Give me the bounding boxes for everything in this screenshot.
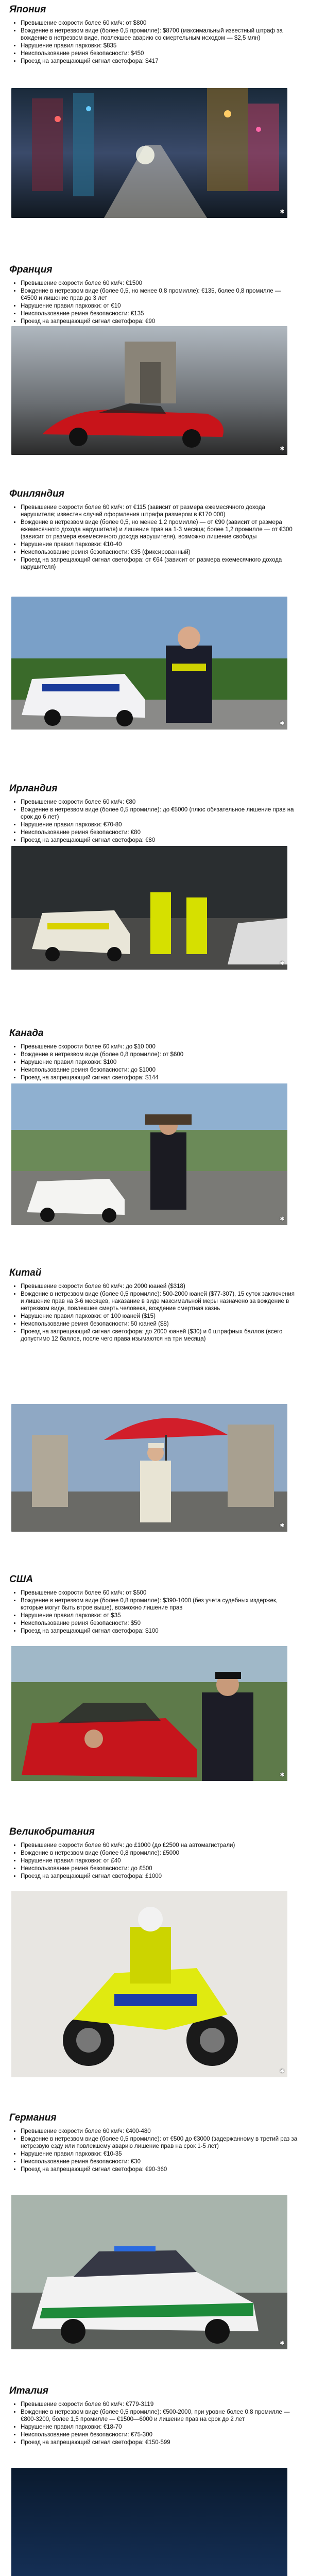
- fact-item: • Нарушение правил парковки: $100: [21, 1059, 299, 1066]
- fact-list: [10, 20, 299, 65]
- section-japan: [0, 4, 309, 264]
- country-title: Канада: [9, 1028, 44, 1039]
- section-finland: [0, 488, 309, 783]
- fact-item: • Неиспользование ремня безопасности: до $1000: [21, 1066, 299, 1074]
- fact-list: [10, 1589, 299, 1635]
- fact-item: • Нарушение правил парковки: от £40: [21, 1857, 299, 1865]
- photo-germany: [11, 2195, 287, 2349]
- police-lamborghini-image: [11, 2468, 287, 2576]
- watermark-icon: ✱: [280, 446, 284, 452]
- fact-item: • Вождение в нетрезвом виде (более 0,5, но менее 1,2 промилле) — от €90 (зависит от размера ежемесячного дохода нарушителя) и лишение прав на 1-3 месяца; более 1,2 промилле — от €300 (зависит от размера ежемесячного дохода нарушителя), возможно лишение свободы: [21, 519, 299, 540]
- watermark-icon: ✱: [280, 1523, 284, 1529]
- section-ireland: [0, 783, 309, 1028]
- polizei-car-image: [11, 2195, 287, 2349]
- fact-item: • Неиспользование ремня безопасности: до £500: [21, 1865, 299, 1872]
- fact-item: • Нарушение правил парковки: от $35: [21, 1612, 299, 1619]
- fact-item: • Превышение скорости более 60 км/ч: €80: [21, 799, 299, 806]
- fact-item: • Проезд на запрещающий сигнал светофора: €90-360: [21, 2166, 299, 2173]
- fact-item: • Вождение в нетрезвом виде (более 0,5 промилле): до €5000 (плюс обязательное лишение прав на срок до 6 лет): [21, 806, 299, 821]
- watermark-icon: ✱: [280, 961, 284, 967]
- night-street-image: [11, 88, 287, 218]
- fact-item: • Вождение в нетрезвом виде (более 0,5 промилле): $8700 (максимальный известный штраф за вождение в нетрезвом виде, повлекшее аварию со смертельным исходом — $2,5 млн): [21, 27, 299, 42]
- photo-france: [11, 326, 287, 455]
- photo-china: [11, 1404, 287, 1532]
- officer-red-car-image: [11, 1646, 287, 1781]
- fact-item: • Превышение скорости более 60 км/ч: €400-480: [21, 2128, 299, 2135]
- fact-item: • Неиспользование ремня безопасности: $50: [21, 1620, 299, 1627]
- fact-item: • Нарушение правил парковки: €10-35: [21, 2150, 299, 2158]
- fact-item: • Неиспользование ремня безопасности: 50 юаней ($8): [21, 1320, 299, 1328]
- fact-item: • Вождение в нетрезвом виде (более 0,5, но менее 0,8 промилле): €135, более 0,8 промилле — €4500 и лишение прав до 3 лет: [21, 287, 299, 302]
- fact-list: [10, 799, 299, 844]
- country-title: Ирландия: [9, 783, 58, 794]
- police-motorcycle-image: [11, 1891, 287, 2077]
- fact-list: [10, 1283, 299, 1343]
- fact-item: • Превышение скорости более 60 км/ч: от €115 (зависит от размера ежемесячного дохода нарушителя; известен случай оформления штрафа размером в €170 000): [21, 504, 299, 518]
- fact-list: [10, 1842, 299, 1880]
- watermark-icon: ✱: [280, 2069, 284, 2074]
- fact-item: • Превышение скорости более 60 км/ч: от $800: [21, 20, 299, 27]
- fact-item: • Нарушение правил парковки: от €10: [21, 302, 299, 310]
- fact-item: • Проезд на запрещающий сигнал светофора: €80: [21, 837, 299, 844]
- section-germany: [0, 2112, 309, 2385]
- photo-ireland: [11, 846, 287, 970]
- watermark-icon: ✱: [280, 2341, 284, 2346]
- photo-japan: [11, 88, 287, 218]
- fact-item: • Вождение в нетрезвом виде (более 0,8 промилле): $390-1000 (без учета судебных издержек, которые могут быть втрое выше), возможно лишение прав: [21, 1597, 299, 1612]
- fact-list: [10, 504, 299, 571]
- fact-list: [10, 280, 299, 326]
- fact-item: • Проезд на запрещающий сигнал светофора: £1000: [21, 1873, 299, 1880]
- fact-item: • Нарушение правил парковки: $835: [21, 42, 299, 49]
- country-title: Финляндия: [9, 488, 64, 499]
- fact-item: • Вождение в нетрезвом виде (более 0,8 промилле): от $600: [21, 1051, 299, 1058]
- fact-list: [10, 1043, 299, 1082]
- fact-item: • Неиспользование ремня безопасности: $450: [21, 50, 299, 57]
- section-canada: [0, 1028, 309, 1267]
- fact-item: • Проезд на запрещающий сигнал светофора: до 2000 юаней ($30) и 6 штрафных баллов (всего допустимо 12 баллов, после чего права изымаются на три месяца): [21, 1328, 299, 1343]
- fact-list: [10, 2128, 299, 2174]
- fact-item: • Превышение скорости более 60 км/ч: до £1000 (до £2500 на автомагистрали): [21, 1842, 299, 1849]
- fact-item: • Вождение в нетрезвом виде (более 0,5 промилле): от €500 до €3000 (задержанному в третий раз за нетрезвую езду или повлекшему аварию лишение прав на срок 1-5 лет): [21, 2136, 299, 2150]
- country-title: Китай: [9, 1267, 42, 1278]
- country-title: Великобритания: [9, 1826, 95, 1837]
- fact-item: • Превышение скорости более 60 км/ч: от $500: [21, 1589, 299, 1597]
- fact-item: • Проезд на запрещающий сигнал светофора: €150-599: [21, 2439, 299, 2446]
- section-usa: [0, 1574, 309, 1826]
- fact-item: • Нарушение правил парковки: от 100 юаней ($15): [21, 1313, 299, 1320]
- sports-car-image: [11, 326, 287, 455]
- fact-item: • Неиспользование ремня безопасности: €135: [21, 310, 299, 317]
- fact-item: • Превышение скорости более 60 км/ч: до $10 000: [21, 1043, 299, 1050]
- fact-item: • Проезд на запрещающий сигнал светофора: €90: [21, 318, 299, 325]
- fact-item: • Вождение в нетрезвом виде (более 0,5 промилле): €500-2000, при уровне более 0,8 промилле — €800-3200, более 1,5 промилле — €1500—6000 и лишение прав на срок до 2 лет: [21, 2409, 299, 2423]
- fact-item: • Проезд на запрещающий сигнал светофора: $144: [21, 1074, 299, 1081]
- country-title: Германия: [9, 2112, 57, 2123]
- photo-canada: [11, 1083, 287, 1225]
- fact-item: • Проезд на запрещающий сигнал светофора: $100: [21, 1628, 299, 1635]
- watermark-icon: ✱: [280, 1216, 284, 1222]
- fact-item: • Неиспользование ремня безопасности: €80: [21, 829, 299, 836]
- country-title: Франция: [9, 264, 53, 275]
- fact-item: • Нарушение правил парковки: €70-80: [21, 821, 299, 828]
- watermark-icon: ✱: [280, 209, 284, 215]
- police-officer-image: [11, 597, 287, 730]
- fact-item: • Нарушение правил парковки: €10-40: [21, 541, 299, 548]
- fact-item: • Нарушение правил парковки: €18-70: [21, 2424, 299, 2431]
- fact-item: • Проезд на запрещающий сигнал светофора: от €64 (зависит от размера ежемесячного дохода нарушителя): [21, 556, 299, 571]
- watermark-icon: ✱: [280, 721, 284, 726]
- fact-list: [10, 2401, 299, 2447]
- checkpoint-image: [11, 846, 287, 970]
- section-italy: [0, 2385, 309, 2576]
- country-title: Италия: [9, 2385, 48, 2396]
- section-uk: [0, 1826, 309, 2112]
- traffic-officer-image: [11, 1404, 287, 1532]
- fact-item: • Проезд на запрещающий сигнал светофора: $417: [21, 58, 299, 65]
- fact-item: • Вождение в нетрезвом виде (более 0,8 промилле): £5000: [21, 1850, 299, 1857]
- fact-item: • Вождение в нетрезвом виде (более 0,5 промилле): 500-2000 юаней ($77-307), 15 суток заключения и лишение прав на 3-6 месяцев, наказание в виде максимальной меры назначено за вождение в нетрезвом виде, повлекшее смерть человека, вождение смертная казнь: [21, 1291, 299, 1312]
- fact-item: • Превышение скорости более 60 км/ч: €1500: [21, 280, 299, 287]
- fact-item: • Неиспользование ремня безопасности: €75-300: [21, 2431, 299, 2438]
- photo-finland: [11, 597, 287, 730]
- country-title: Япония: [9, 4, 46, 15]
- photo-usa: [11, 1646, 287, 1781]
- photo-uk: [11, 1891, 287, 2077]
- fact-item: • Превышение скорости более 60 км/ч: €779-3119: [21, 2401, 299, 2408]
- fact-item: • Неиспользование ремня безопасности: €30: [21, 2158, 299, 2165]
- officer-road-image: [11, 1083, 287, 1225]
- section-china: [0, 1267, 309, 1574]
- photo-italy: [11, 2468, 287, 2576]
- fact-item: • Превышение скорости более 60 км/ч: до 2000 юаней ($318): [21, 1283, 299, 1290]
- fact-item: • Неиспользование ремня безопасности: €35 (фиксированный): [21, 549, 299, 556]
- country-title: США: [9, 1574, 33, 1585]
- watermark-icon: ✱: [280, 1772, 284, 1778]
- section-france: [0, 264, 309, 488]
